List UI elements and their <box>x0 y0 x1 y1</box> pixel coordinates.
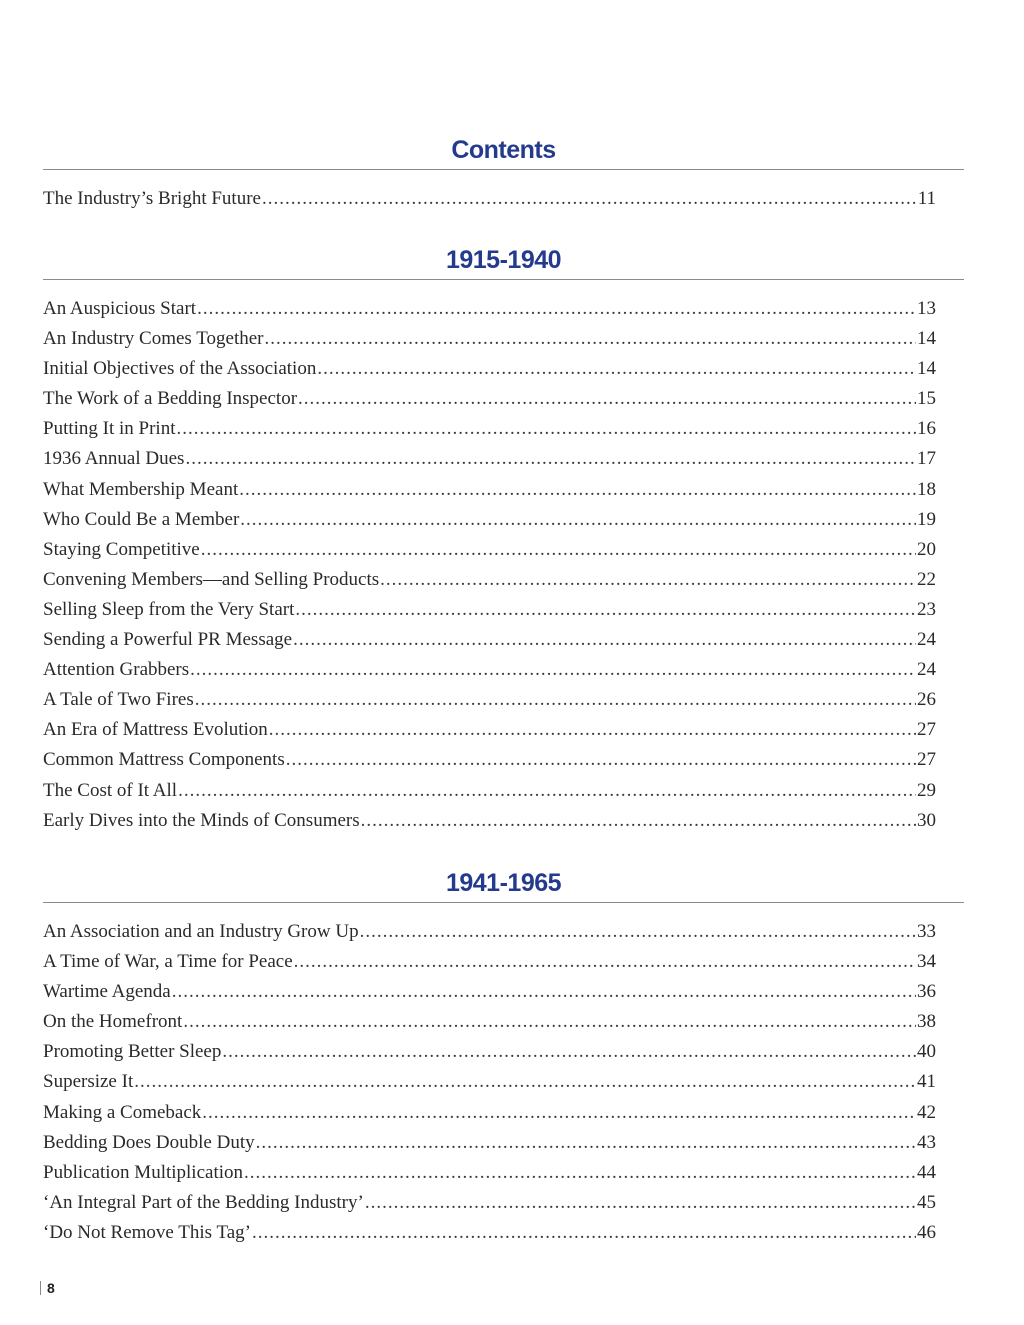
dot-leader <box>293 625 916 655</box>
toc-entry-page-number: 24 <box>917 659 936 681</box>
toc-entry-title: Wartime Agenda <box>43 981 171 1003</box>
toc-entry-title: What Membership Meant <box>43 478 239 500</box>
toc-entry-page-number: 45 <box>917 1191 936 1213</box>
toc-entry <box>43 776 936 806</box>
dot-leader <box>172 977 916 1007</box>
toc-entry-page-number: 33 <box>917 921 936 942</box>
toc-entry <box>43 414 936 444</box>
toc-entry-title: A Tale of Two Fires <box>43 689 194 711</box>
toc-entry <box>43 184 936 214</box>
toc-entry-page-number: 24 <box>917 629 936 651</box>
toc-entry-page-number: 36 <box>917 981 936 1003</box>
toc-entry <box>43 1158 936 1188</box>
toc-entry-title: Making a Comeback <box>43 1101 202 1123</box>
toc-entry-title: Staying Competitive <box>43 538 200 560</box>
dot-leader <box>361 806 916 836</box>
toc-entry-title: Common Mattress Components <box>43 749 285 771</box>
toc-entry <box>43 917 936 947</box>
toc-entry-page-number: 43 <box>917 1131 936 1153</box>
dot-leader <box>286 745 916 775</box>
dot-leader <box>262 184 917 214</box>
dot-leader <box>177 414 917 444</box>
toc-entry <box>43 565 936 595</box>
toc-entry <box>43 1128 936 1158</box>
toc-entry-title: The Industry’s Bright Future <box>43 188 261 209</box>
toc-entry-page-number: 14 <box>917 358 936 380</box>
toc-entry-title: An Auspicious Start <box>43 298 197 319</box>
toc-entry <box>43 294 936 324</box>
toc-entry-page-number: 29 <box>917 779 936 801</box>
toc-entry <box>43 1218 936 1248</box>
toc-entry-page-number: 40 <box>917 1041 936 1063</box>
toc-entry <box>43 806 936 836</box>
toc-entry-title: Attention Grabbers <box>43 659 190 681</box>
dot-leader <box>190 655 916 685</box>
toc-entry <box>43 1007 936 1037</box>
section-1941-1965 <box>43 864 964 1248</box>
toc-entry <box>43 715 936 745</box>
toc-entry-title: An Industry Comes Together <box>43 328 264 350</box>
toc-entry-page-number: 30 <box>917 809 936 831</box>
toc-entry-page-number: 23 <box>917 598 936 620</box>
dot-leader <box>365 1188 916 1218</box>
toc-entry-page-number: 46 <box>917 1221 936 1243</box>
toc-entry <box>43 595 936 625</box>
dot-leader <box>240 505 916 535</box>
toc-entry-title: Promoting Better Sleep <box>43 1041 222 1063</box>
dot-leader <box>256 1128 916 1158</box>
dot-leader <box>244 1158 916 1188</box>
dot-leader <box>265 324 917 354</box>
section-divider <box>43 279 964 280</box>
toc-entry-page-number: 34 <box>917 951 936 973</box>
toc-entry-page-number: 11 <box>917 188 936 209</box>
toc-entry-page-number: 22 <box>917 568 936 590</box>
dot-leader <box>222 1037 916 1067</box>
toc-entry-page-number: 13 <box>917 298 936 319</box>
toc-entry-page-number: 27 <box>917 749 936 771</box>
folio-divider <box>40 1281 41 1295</box>
section-heading: Contents <box>451 136 556 164</box>
dot-leader <box>178 776 916 806</box>
toc-entry-page-number: 20 <box>917 538 936 560</box>
dot-leader <box>380 565 916 595</box>
toc-entry <box>43 625 936 655</box>
toc-entry-title: Convening Members—and Selling Products <box>43 568 380 590</box>
toc-entry-title: Publication Multiplication <box>43 1161 244 1183</box>
toc-entry-title: Supersize It <box>43 1071 134 1093</box>
section-divider <box>43 169 964 170</box>
toc-entry-title: Bedding Does Double Duty <box>43 1131 255 1153</box>
toc-entry <box>43 354 936 384</box>
toc-entry-title: ‘Do Not Remove This Tag’ <box>43 1221 251 1243</box>
toc-entry-title: Who Could Be a Member <box>43 508 240 530</box>
toc-entry-title: On the Homefront <box>43 1011 183 1033</box>
toc-entry-title: ‘An Integral Part of the Bedding Industry’ <box>43 1191 364 1213</box>
toc-entry-title: An Era of Mattress Evolution <box>43 719 268 741</box>
dot-leader <box>183 1007 916 1037</box>
toc-list <box>43 184 936 214</box>
toc-entry <box>43 444 936 474</box>
dot-leader <box>294 947 916 977</box>
toc-entry <box>43 1188 936 1218</box>
toc-list <box>43 294 936 836</box>
toc-entry <box>43 1098 936 1128</box>
toc-entry-title: The Cost of It All <box>43 779 178 801</box>
toc-entry-title: Selling Sleep from the Very Start <box>43 598 295 620</box>
toc-entry <box>43 535 936 565</box>
toc-entry <box>43 745 936 775</box>
dot-leader <box>195 685 916 715</box>
toc-entry-page-number: 41 <box>917 1071 936 1093</box>
dot-leader <box>202 1098 916 1128</box>
dot-leader <box>197 294 916 324</box>
folio-page-number: 8 <box>47 1280 55 1296</box>
dot-leader <box>201 535 916 565</box>
toc-entry-page-number: 19 <box>917 508 936 530</box>
toc-entry <box>43 947 936 977</box>
section-1915-1940 <box>43 241 964 836</box>
section-heading: 1941-1965 <box>445 869 562 897</box>
toc-entry-title: Initial Objectives of the Association <box>43 358 317 380</box>
dot-leader <box>239 475 916 505</box>
toc-entry-page-number: 17 <box>917 448 936 470</box>
toc-list <box>43 917 936 1248</box>
dot-leader <box>317 354 916 384</box>
toc-entry <box>43 977 936 1007</box>
section-heading: 1915-1940 <box>445 246 562 274</box>
toc-entry-page-number: 16 <box>917 418 936 440</box>
toc-entry-page-number: 27 <box>917 719 936 741</box>
dot-leader <box>298 384 916 414</box>
dot-leader <box>252 1218 916 1248</box>
toc-entry <box>43 1037 936 1067</box>
toc-entry <box>43 475 936 505</box>
dot-leader <box>134 1067 916 1097</box>
dot-leader <box>185 444 916 474</box>
toc-entry-title: 1936 Annual Dues <box>43 448 185 470</box>
page-folio <box>40 1280 55 1296</box>
dot-leader <box>295 595 916 625</box>
toc-entry <box>43 655 936 685</box>
toc-entry-page-number: 44 <box>917 1161 936 1183</box>
toc-entry <box>43 384 936 414</box>
toc-entry <box>43 685 936 715</box>
toc-entry-page-number: 26 <box>917 689 936 711</box>
toc-entry-title: Putting It in Print <box>43 418 176 440</box>
toc-entry-title: An Association and an Industry Grow Up <box>43 921 359 942</box>
toc-entry-title: The Work of a Bedding Inspector <box>43 388 298 410</box>
toc-entry <box>43 1067 936 1097</box>
toc-entry <box>43 505 936 535</box>
toc-entry <box>43 324 936 354</box>
dot-leader <box>360 917 916 947</box>
dot-leader <box>269 715 916 745</box>
toc-entry-title: Early Dives into the Minds of Consumers <box>43 809 360 831</box>
toc-entry-title: A Time of War, a Time for Peace <box>43 951 293 973</box>
section-divider <box>43 902 964 903</box>
toc-entry-page-number: 14 <box>917 328 936 350</box>
toc-entry-page-number: 38 <box>917 1011 936 1033</box>
toc-entry-title: Sending a Powerful PR Message <box>43 629 293 651</box>
toc-entry-page-number: 42 <box>917 1101 936 1123</box>
section-contents <box>43 131 964 214</box>
toc-entry-page-number: 18 <box>917 478 936 500</box>
toc-entry-page-number: 15 <box>917 388 936 410</box>
